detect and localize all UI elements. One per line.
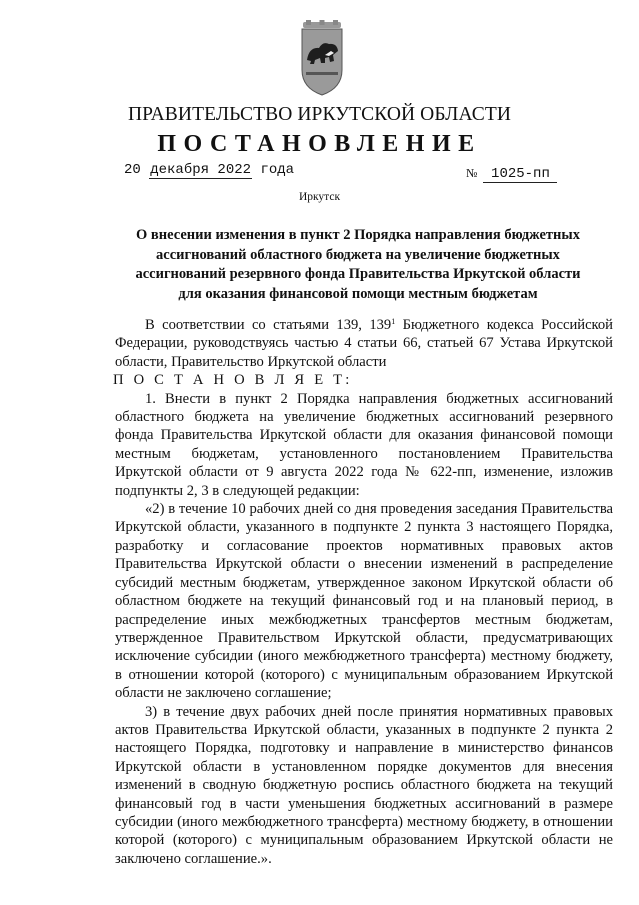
subject-line: О внесении изменения в пункт 2 Порядка направления бюджетных xyxy=(136,227,580,243)
subject-line: для оказания финансовой помощи местным бюджетам xyxy=(178,285,538,302)
document-body xyxy=(115,316,613,868)
number-value: 1025-пп xyxy=(483,166,557,183)
irkutsk-coat-of-arms-icon xyxy=(300,20,344,96)
document-subject xyxy=(112,226,604,304)
subject-line: ассигнований резервного фонда Правительства Иркутской области xyxy=(135,266,581,282)
subject-line: ассигнований областного бюджета на увеличение бюджетных xyxy=(156,246,560,263)
date-month-year: декабря 2022 xyxy=(150,162,252,178)
number-sign: № xyxy=(466,166,478,180)
paragraph-item-1: 1. Внести в пункт 2 Порядка направления бюджетных ассигнований областного бюджета на увеличение бюджетных ассигнований резервного фонда Правительства Иркутской области для оказания финансовой помощи местным бюджетам, установленного постановлением Правительства Иркутской области от 9 августа 2022 года № 622-пп, изменение, изложив подпункты 2, 3 в следующей редакции: xyxy=(115,390,613,499)
document-date xyxy=(124,162,294,178)
decree-word: П О С Т А Н О В Л Я Е Т: xyxy=(113,372,353,389)
subparagraph-3: 3) в течение двух рабочих дней после принятия нормативных правовых актов Правительства Иркутской области, указанных в подпункте 2 пункта 2 настоящего Порядка, подготовку и направление в министерство финансов Иркутской области в установленном порядке документов для внесения изменений в сводную бюджетную роспись областного бюджета на текущий финансовый год в части уменьшения бюджетных ассигнований в размере субсидии (иного межбюджетного трансферта) местному бюджету, в отношении которой (которого) с муниципальным образованием Иркутской области не заключено соглашение.». xyxy=(115,703,613,867)
subparagraph-2: «2) в течение 10 рабочих дней со дня проведения заседания Правительства Иркутской области, указанного в подпункте 2 пункта 3 настоящего Порядка, разработку и согласование проектов нормативных правовых актов Правительства Иркутской области о внесении изменений в распределение субсидий местным бюджетам, утвержденное законом Иркутской области об областном бюджете на текущий финансовый год и на плановый период, в распределение иных межбюджетных трансфертов местным бюджетам, утвержденное Правительством Иркутской области, предусматривающих исключение субсидии (иного межбюджетного трансферта) местному бюджету, в отношении которой (которого) с муниципальным образованием Иркутской области не заключено соглашение; xyxy=(115,501,613,702)
date-day: 20 xyxy=(124,162,141,178)
document-number xyxy=(466,166,557,183)
city-name: Иркутск xyxy=(298,191,341,203)
article-superscript: 1 xyxy=(391,317,396,326)
preamble-text-rest: Бюджетного кодекса Российской Федерации, руководствуясь частью 4 статьи 66, статьей 67 Устава Иркутской области, Правительство Иркутской области xyxy=(115,317,613,370)
preamble-text: В соответствии со статьями 139, 139 xyxy=(145,317,392,333)
government-title: ПРАВИТЕЛЬСТВО ИРКУТСКОЙ ОБЛАСТИ xyxy=(127,104,512,125)
preamble-paragraph xyxy=(115,316,613,371)
document-type: ПОСТАНОВЛЕНИЕ xyxy=(157,131,482,157)
date-suffix: года xyxy=(260,162,295,178)
